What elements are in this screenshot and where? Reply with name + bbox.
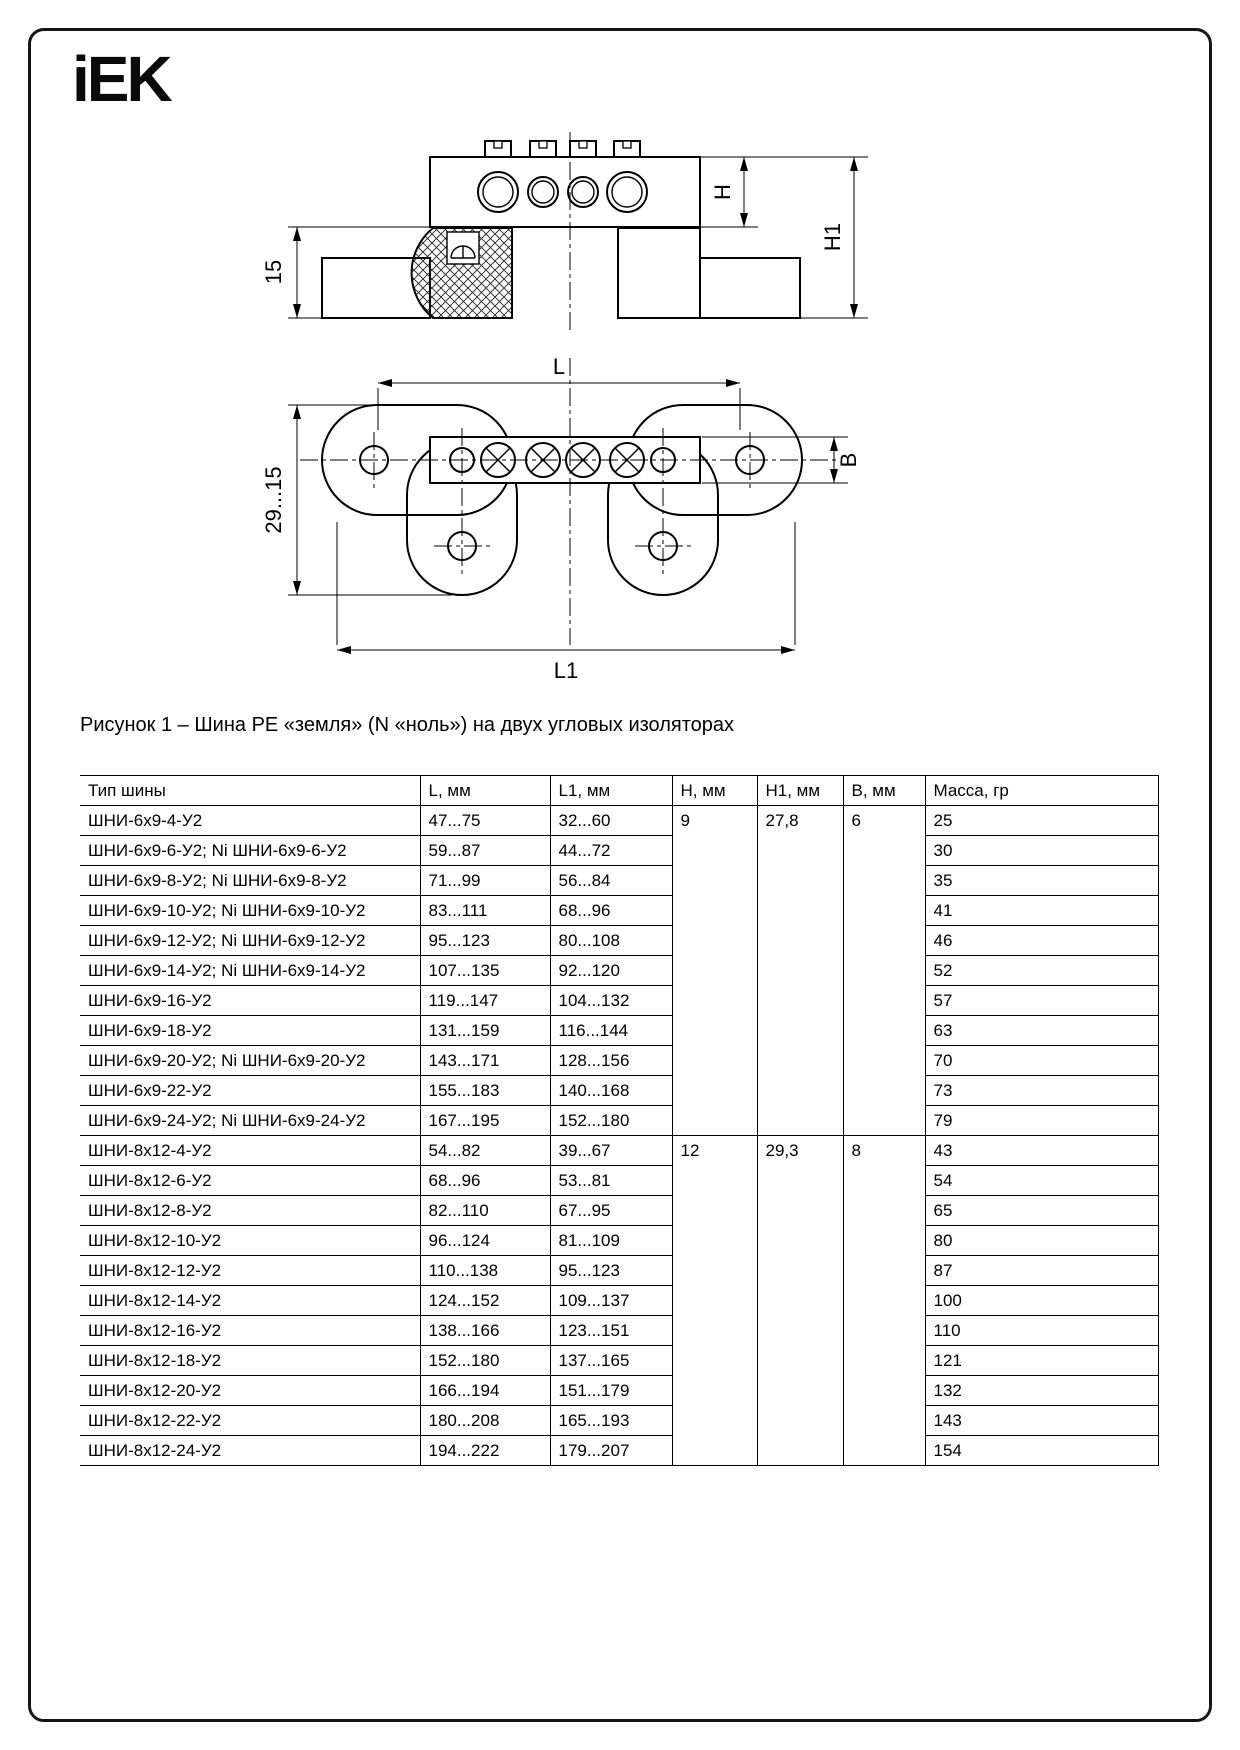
column-header: Н, мм [672,776,757,806]
cell-l: 166...194 [420,1376,550,1406]
cell-l: 83...111 [420,896,550,926]
cell-l1: 53...81 [550,1166,672,1196]
table-row [80,1316,1158,1346]
cell-l1: 39...67 [550,1136,672,1166]
column-header: Н1, мм [757,776,843,806]
cell-mass: 65 [925,1196,1158,1226]
cell-l1: 165...193 [550,1406,672,1436]
table-row [80,986,1158,1016]
dimension-arrows-plan [293,379,838,654]
cell-h1: 27,8 [757,806,843,1136]
table-row [80,896,1158,926]
cell-l: 59...87 [420,836,550,866]
cell-l: 107...135 [420,956,550,986]
cell-type: ШНИ-8х12-10-У2 [80,1226,420,1256]
cell-l: 47...75 [420,806,550,836]
cell-l1: 116...144 [550,1016,672,1046]
cell-mass: 73 [925,1076,1158,1106]
cell-l1: 137...165 [550,1346,672,1376]
cell-h: 12 [672,1136,757,1466]
column-header: В, мм [843,776,925,806]
table-row [80,1166,1158,1196]
cell-l1: 81...109 [550,1226,672,1256]
terminal-tabs [485,141,640,157]
cell-type: ШНИ-6х9-6-У2; Ni ШНИ-6х9-6-У2 [80,836,420,866]
dim-29-15-label: 29...15 [261,466,286,534]
table-body [80,806,1158,1466]
dimension-lines-plan [288,383,848,650]
dim-h1-label: H1 [820,222,845,252]
table-row [80,1256,1158,1286]
plan-view [261,354,861,683]
cell-mass: 41 [925,896,1158,926]
cell-l1: 152...180 [550,1106,672,1136]
table-row [80,1016,1158,1046]
cell-l1: 67...95 [550,1196,672,1226]
cell-type: ШНИ-6х9-16-У2 [80,986,420,1016]
cell-mass: 79 [925,1106,1158,1136]
cell-mass: 25 [925,806,1158,836]
cell-l1: 32...60 [550,806,672,836]
column-header: L, мм [420,776,550,806]
table-row [80,1136,1158,1166]
cell-l: 138...166 [420,1316,550,1346]
table-row [80,926,1158,956]
cell-mass: 30 [925,836,1158,866]
cell-type: ШНИ-6х9-8-У2; Ni ШНИ-6х9-8-У2 [80,866,420,896]
figure-caption: Рисунок 1 – Шина PE «земля» (N «ноль») на двух угловых изоляторах [80,714,735,736]
cell-mass: 46 [925,926,1158,956]
cell-b: 6 [843,806,925,1136]
cell-l: 68...96 [420,1166,550,1196]
cell-type: ШНИ-8х12-12-У2 [80,1256,420,1286]
cell-type: ШНИ-8х12-20-У2 [80,1376,420,1406]
cell-l1: 95...123 [550,1256,672,1286]
cell-type: ШНИ-6х9-18-У2 [80,1016,420,1046]
cell-type: ШНИ-6х9-24-У2; Ni ШНИ-6х9-24-У2 [80,1106,420,1136]
insulator-footprints [322,405,802,595]
dim-l1-label: L1 [553,658,579,683]
side-view [261,132,868,334]
table-row [80,1106,1158,1136]
cell-type: ШНИ-8х12-14-У2 [80,1286,420,1316]
table-row [80,1376,1158,1406]
cell-type: ШНИ-8х12-24-У2 [80,1436,420,1466]
cell-l: 152...180 [420,1346,550,1376]
cell-type: ШНИ-8х12-16-У2 [80,1316,420,1346]
table-row [80,956,1158,986]
cell-l1: 44...72 [550,836,672,866]
cell-type: ШНИ-8х12-18-У2 [80,1346,420,1376]
cell-type: ШНИ-6х9-14-У2; Ni ШНИ-6х9-14-У2 [80,956,420,986]
dim-15-label: 15 [261,259,286,285]
cell-mass: 54 [925,1166,1158,1196]
cell-l1: 151...179 [550,1376,672,1406]
cell-mass: 132 [925,1376,1158,1406]
cell-mass: 57 [925,986,1158,1016]
iek-logo: iEK [72,43,170,115]
cell-l1: 80...108 [550,926,672,956]
cell-type: ШНИ-8х12-22-У2 [80,1406,420,1436]
cell-l: 131...159 [420,1016,550,1046]
cell-b: 8 [843,1136,925,1466]
cell-l: 110...138 [420,1256,550,1286]
bus-body [430,157,700,227]
table-row [80,1346,1158,1376]
cell-l1: 68...96 [550,896,672,926]
table-row [80,1046,1158,1076]
cell-mass: 63 [925,1016,1158,1046]
cell-mass: 110 [925,1316,1158,1346]
cell-l: 54...82 [420,1136,550,1166]
cell-l1: 128...156 [550,1046,672,1076]
cell-type: ШНИ-6х9-20-У2; Ni ШНИ-6х9-20-У2 [80,1046,420,1076]
cell-l: 143...171 [420,1046,550,1076]
cell-l: 119...147 [420,986,550,1016]
cell-type: ШНИ-6х9-12-У2; Ni ШНИ-6х9-12-У2 [80,926,420,956]
cell-type: ШНИ-8х12-8-У2 [80,1196,420,1226]
cell-l1: 179...207 [550,1436,672,1466]
cell-l1: 92...120 [550,956,672,986]
cell-l1: 104...132 [550,986,672,1016]
dim-l-label: L [552,354,566,379]
cell-mass: 100 [925,1286,1158,1316]
cell-l: 180...208 [420,1406,550,1436]
table-row [80,1436,1158,1466]
cell-l: 194...222 [420,1436,550,1466]
cell-l: 82...110 [420,1196,550,1226]
cell-mass: 80 [925,1226,1158,1256]
cell-l: 71...99 [420,866,550,896]
table-row [80,806,1158,836]
dimension-table [80,775,1159,1466]
cell-mass: 52 [925,956,1158,986]
table-row [80,1196,1158,1226]
cell-l1: 109...137 [550,1286,672,1316]
cell-l: 95...123 [420,926,550,956]
cell-mass: 143 [925,1406,1158,1436]
column-header: Тип шины [80,776,420,806]
cell-l: 96...124 [420,1226,550,1256]
table-row [80,1406,1158,1436]
cell-mass: 121 [925,1346,1158,1376]
table-row [80,1076,1158,1106]
cell-l1: 140...168 [550,1076,672,1106]
cell-mass: 43 [925,1136,1158,1166]
cell-l: 155...183 [420,1076,550,1106]
cell-mass: 70 [925,1046,1158,1076]
column-header: Масса, гр [925,776,1158,806]
cell-l: 124...152 [420,1286,550,1316]
table-header-row [80,776,1158,806]
cell-type: ШНИ-6х9-10-У2; Ni ШНИ-6х9-10-У2 [80,896,420,926]
insulator-supports [322,228,800,318]
dim-b-label: B [836,452,861,468]
table-row [80,836,1158,866]
cell-mass: 87 [925,1256,1158,1286]
cell-l: 167...195 [420,1106,550,1136]
cell-type: ШНИ-8х12-4-У2 [80,1136,420,1166]
cell-h: 9 [672,806,757,1136]
cell-type: ШНИ-6х9-4-У2 [80,806,420,836]
cell-type: ШНИ-8х12-6-У2 [80,1166,420,1196]
table-row [80,1286,1158,1316]
cell-h1: 29,3 [757,1136,843,1466]
column-header: L1, мм [550,776,672,806]
cell-l1: 56...84 [550,866,672,896]
table-row [80,1226,1158,1256]
table-row [80,866,1158,896]
cell-type: ШНИ-6х9-22-У2 [80,1076,420,1106]
cell-mass: 35 [925,866,1158,896]
cell-mass: 154 [925,1436,1158,1466]
center-lines [300,358,838,645]
cell-l1: 123...151 [550,1316,672,1346]
dim-h-label: H [710,184,735,200]
